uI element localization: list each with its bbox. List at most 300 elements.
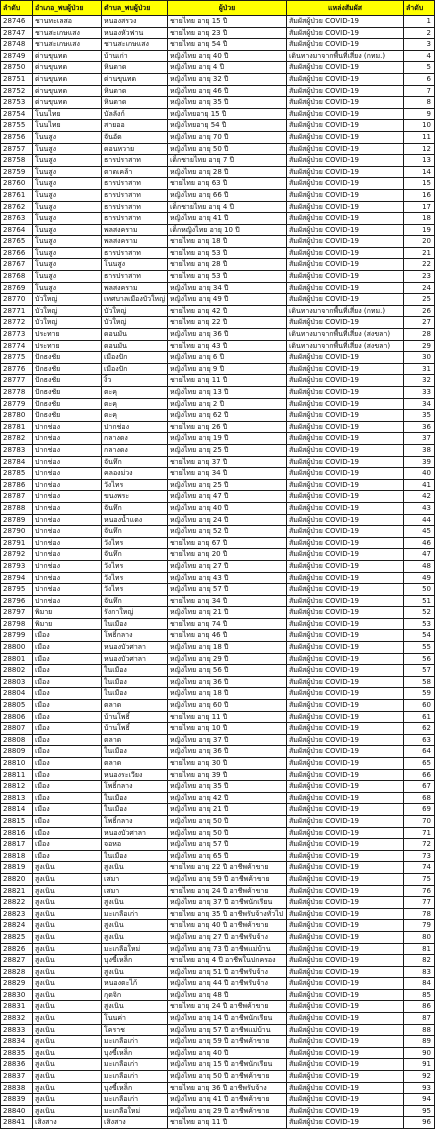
- cell-patient: ชายไทย อายุ 4 ปี อาชีพในปกครอง: [168, 955, 287, 967]
- cell-district: เมือง: [33, 711, 102, 723]
- cell-subdistrict: เสมา: [102, 873, 168, 885]
- cell-patient: หญิงไทย อายุ 48 ปี: [168, 989, 287, 1001]
- header-district: อำเภอ_พบผู้ป่วย: [33, 1, 102, 16]
- cell-subdistrict: ธารปราสาท: [102, 271, 168, 283]
- cell-source: สัมผัสผู้ป่วย COVID-19: [287, 665, 404, 677]
- cell-district: สูงเนิน: [33, 955, 102, 967]
- cell-district: ปากช่อง: [33, 421, 102, 433]
- cell-subdistrict: บ้านเก่า: [102, 50, 168, 62]
- table-row: [1, 1013, 435, 1025]
- cell-subdistrict: หนองน้ำแดง: [102, 514, 168, 526]
- cell-index: 56: [404, 653, 435, 665]
- cell-case-number: 28749: [1, 50, 33, 62]
- cell-source: สัมผัสผู้ป่วย COVID-19: [287, 410, 404, 422]
- cell-case-number: 28826: [1, 943, 33, 955]
- cell-subdistrict: จันทึก: [102, 595, 168, 607]
- cell-district: ชานสะเกษแสง: [33, 27, 102, 39]
- cell-source: สัมผัสผู้ป่วย COVID-19: [287, 85, 404, 97]
- cell-patient: ชายไทย อายุ 34 ปี: [168, 595, 287, 607]
- cell-source: สัมผัสผู้ป่วย COVID-19: [287, 734, 404, 746]
- cell-case-number: 28792: [1, 549, 33, 561]
- cell-index: 47: [404, 549, 435, 561]
- table-row: [1, 549, 435, 561]
- cell-source: สัมผัสผู้ป่วย COVID-19: [287, 873, 404, 885]
- cell-district: บัวใหญ่: [33, 317, 102, 329]
- cell-case-number: 28765: [1, 236, 33, 248]
- cell-source: สัมผัสผู้ป่วย COVID-19: [287, 1094, 404, 1106]
- cell-district: เมือง: [33, 781, 102, 793]
- cell-case-number: 28752: [1, 85, 33, 97]
- cell-subdistrict: รังกาใหญ่: [102, 607, 168, 619]
- table-row: [1, 294, 435, 306]
- cell-source: สัมผัสผู้ป่วย COVID-19: [287, 444, 404, 456]
- cell-subdistrict: ตะคุ: [102, 387, 168, 399]
- table-row: [1, 491, 435, 503]
- cell-subdistrict: สูงเนิน: [102, 897, 168, 909]
- cell-patient: หญิงไทย อายุ 36 ปี: [168, 676, 287, 688]
- cell-subdistrict: โนนสูง: [102, 259, 168, 271]
- cell-source: สัมผัสผู้ป่วย COVID-19: [287, 595, 404, 607]
- cell-case-number: 28778: [1, 387, 33, 399]
- cell-subdistrict: ตลาด: [102, 734, 168, 746]
- cell-district: ปากช่อง: [33, 479, 102, 491]
- cell-index: 60: [404, 700, 435, 712]
- cell-subdistrict: ในเมือง: [102, 804, 168, 816]
- cell-patient: หญิงไทย อายุ 66 ปี: [168, 189, 287, 201]
- cell-district: เมือง: [33, 723, 102, 735]
- cell-patient: ชายไทย อายุ 11 ปี: [168, 1117, 287, 1129]
- cell-district: เมือง: [33, 792, 102, 804]
- cell-source: สัมผัสผู้ป่วย COVID-19: [287, 885, 404, 897]
- table-row: [1, 317, 435, 329]
- cell-district: เสิงสาง: [33, 1117, 102, 1129]
- cell-subdistrict: เทศบาลเมืองบัวใหญ่: [102, 294, 168, 306]
- cell-patient: หญิงไทย อายุ 57 ปี: [168, 584, 287, 596]
- cell-source: สัมผัสผู้ป่วย COVID-19: [287, 1117, 404, 1129]
- cell-source: สัมผัสผู้ป่วย COVID-19: [287, 862, 404, 874]
- cell-source: สัมผัสผู้ป่วย COVID-19: [287, 62, 404, 74]
- cell-subdistrict: จันทึก: [102, 502, 168, 514]
- cell-index: 81: [404, 943, 435, 955]
- cell-index: 26: [404, 305, 435, 317]
- cell-source: สัมผัสผู้ป่วย COVID-19: [287, 978, 404, 990]
- cell-case-number: 28780: [1, 410, 33, 422]
- cell-index: 61: [404, 711, 435, 723]
- cell-patient: หญิงไทยอายุ 54 ปี: [168, 120, 287, 132]
- cell-subdistrict: มะเกลือใหม่: [102, 1105, 168, 1117]
- cell-district: ด่านขุนทด: [33, 50, 102, 62]
- table-row: [1, 734, 435, 746]
- cell-district: โนนสูง: [33, 224, 102, 236]
- cell-source: สัมผัสผู้ป่วย COVID-19: [287, 271, 404, 283]
- cell-index: 41: [404, 479, 435, 491]
- cell-district: สูงเนิน: [33, 989, 102, 1001]
- cell-subdistrict: ในเมือง: [102, 618, 168, 630]
- cell-index: 65: [404, 758, 435, 770]
- cell-subdistrict: สูงเนิน: [102, 931, 168, 943]
- cell-patient: ชายไทย อายุ 24 ปี อาชีพค้าขาย: [168, 1001, 287, 1013]
- cell-patient: ชายไทย อายุ 36 ปี อาชีพรับจ้าง: [168, 1082, 287, 1094]
- cell-source: สัมผัสผู้ป่วย COVID-19: [287, 839, 404, 851]
- cell-district: ปากช่อง: [33, 584, 102, 596]
- cell-index: 11: [404, 131, 435, 143]
- table-row: [1, 850, 435, 862]
- cell-district: เมือง: [33, 827, 102, 839]
- cell-case-number: 28788: [1, 502, 33, 514]
- cell-source: สัมผัสผู้ป่วย COVID-19: [287, 1024, 404, 1036]
- cell-case-number: 28756: [1, 131, 33, 143]
- table-row: [1, 363, 435, 375]
- cell-source: สัมผัสผู้ป่วย COVID-19: [287, 1082, 404, 1094]
- cell-patient: หญิงไทย อายุ 13 ปี: [168, 387, 287, 399]
- cell-case-number: 28750: [1, 62, 33, 74]
- cell-district: ด่านขุนทด: [33, 97, 102, 109]
- cell-subdistrict: สูงเนิน: [102, 920, 168, 932]
- cell-patient: ชายไทย อายุ 11 ปี: [168, 375, 287, 387]
- cell-subdistrict: ในเมือง: [102, 676, 168, 688]
- cell-subdistrict: มะเกลือเก่า: [102, 1059, 168, 1071]
- table-row: [1, 839, 435, 851]
- cell-source: สัมผัสผู้ป่วย COVID-19: [287, 375, 404, 387]
- cell-source: สัมผัสผู้ป่วย COVID-19: [287, 166, 404, 178]
- cell-patient: หญิงไทย อายุ 44 ปี อาชีพรับจ้าง: [168, 978, 287, 990]
- cell-index: 42: [404, 491, 435, 503]
- cell-subdistrict: มะเกลือเก่า: [102, 908, 168, 920]
- cell-index: 40: [404, 468, 435, 480]
- cell-patient: หญิงไทย อายุ 35 ปี: [168, 97, 287, 109]
- cell-index: 18: [404, 213, 435, 225]
- cell-subdistrict: หนองระเวียง: [102, 769, 168, 781]
- cell-patient: หญิงไทย อายุ 40 ปี: [168, 1047, 287, 1059]
- cell-district: ปักธงชัย: [33, 352, 102, 364]
- cell-index: 38: [404, 444, 435, 456]
- cell-patient: ชายไทย อายุ 53 ปี: [168, 271, 287, 283]
- header-subdistrict: ตำบล_พบผู้ป่วย: [102, 1, 168, 16]
- cell-patient: หญิงไทย อายุ 70 ปี: [168, 131, 287, 143]
- cell-case-number: 28777: [1, 375, 33, 387]
- cell-district: สูงเนิน: [33, 1024, 102, 1036]
- cell-source: สัมผัสผู้ป่วย COVID-19: [287, 537, 404, 549]
- cell-patient: หญิงไทย อายุ 29 ปี อาชีพค้าขาย: [168, 1105, 287, 1117]
- cell-district: สูงเนิน: [33, 1036, 102, 1048]
- cell-district: โนนสูง: [33, 131, 102, 143]
- table-row: [1, 700, 435, 712]
- cell-district: โนนสูง: [33, 247, 102, 259]
- cell-patient: หญิงไทย อายุ 49 ปี: [168, 294, 287, 306]
- cell-index: 14: [404, 166, 435, 178]
- cell-index: 20: [404, 236, 435, 248]
- cell-patient: หญิงไทย อายุ 65 ปี: [168, 850, 287, 862]
- table-row: [1, 39, 435, 51]
- cell-index: 2: [404, 27, 435, 39]
- cell-subdistrict: ปากช่อง: [102, 421, 168, 433]
- cell-subdistrict: ตะคุ: [102, 398, 168, 410]
- cell-patient: หญิงไทย อายุ 2 ปี: [168, 398, 287, 410]
- cell-index: 74: [404, 862, 435, 874]
- table-row: [1, 966, 435, 978]
- cell-case-number: 28757: [1, 143, 33, 155]
- cell-patient: หญิงไทย อายุ 28 ปี: [168, 166, 287, 178]
- cell-district: ด่านขุนทด: [33, 73, 102, 85]
- cell-case-number: 28837: [1, 1071, 33, 1083]
- cell-patient: หญิงไทย อายุ 41 ปี: [168, 213, 287, 225]
- cell-index: 46: [404, 537, 435, 549]
- cell-source: สัมผัสผู้ป่วย COVID-19: [287, 607, 404, 619]
- cell-district: สูงเนิน: [33, 908, 102, 920]
- cell-district: ประทาย: [33, 329, 102, 341]
- cell-district: สูงเนิน: [33, 943, 102, 955]
- cell-district: เมือง: [33, 815, 102, 827]
- cell-source: สัมผัสผู้ป่วย COVID-19: [287, 120, 404, 132]
- table-row: [1, 213, 435, 225]
- cell-subdistrict: สูงเนิน: [102, 1001, 168, 1013]
- cell-district: ปากช่อง: [33, 468, 102, 480]
- cell-source: สัมผัสผู้ป่วย COVID-19: [287, 897, 404, 909]
- cell-case-number: 28810: [1, 758, 33, 770]
- cell-index: 68: [404, 792, 435, 804]
- cell-source: สัมผัสผู้ป่วย COVID-19: [287, 398, 404, 410]
- cell-subdistrict: โพธิ์กลาง: [102, 630, 168, 642]
- cell-case-number: 28747: [1, 27, 33, 39]
- cell-source: สัมผัสผู้ป่วย COVID-19: [287, 236, 404, 248]
- table-row: [1, 387, 435, 399]
- cell-case-number: 28800: [1, 642, 33, 654]
- cell-patient: หญิงไทย อายุ 25 ปี: [168, 479, 287, 491]
- table-row: [1, 514, 435, 526]
- cell-subdistrict: จันอัด: [102, 131, 168, 143]
- cell-index: 90: [404, 1047, 435, 1059]
- cell-subdistrict: บุงขี้เหล็ก: [102, 955, 168, 967]
- cell-patient: ชายไทย อายุ 39 ปี: [168, 769, 287, 781]
- cell-subdistrict: โคราช: [102, 1024, 168, 1036]
- cell-subdistrict: ธารปราสาท: [102, 178, 168, 190]
- cell-patient: ชายไทย อายุ 54 ปี: [168, 39, 287, 51]
- cell-index: 28: [404, 329, 435, 341]
- cell-case-number: 28770: [1, 294, 33, 306]
- cell-subdistrict: ดอนหวาย: [102, 143, 168, 155]
- cell-subdistrict: เสมา: [102, 885, 168, 897]
- cell-case-number: 28802: [1, 665, 33, 677]
- table-row: [1, 410, 435, 422]
- cell-subdistrict: มะเกลือใหม่: [102, 943, 168, 955]
- cell-case-number: 28768: [1, 271, 33, 283]
- cell-district: พิมาย: [33, 607, 102, 619]
- cell-case-number: 28824: [1, 920, 33, 932]
- cell-patient: ชายไทย อายุ 26 ปี: [168, 421, 287, 433]
- cell-district: ปากช่อง: [33, 444, 102, 456]
- cell-district: โนนสูง: [33, 271, 102, 283]
- cell-patient: ชายไทย อายุ 15 ปี: [168, 16, 287, 28]
- cell-source: สัมผัสผู้ป่วย COVID-19: [287, 700, 404, 712]
- cell-case-number: 28820: [1, 873, 33, 885]
- cell-patient: หญิงไทย อายุ 73 ปี อาชีพแม่บ้าน: [168, 943, 287, 955]
- cell-patient: ชายไทย อายุ 28 ปี: [168, 259, 287, 271]
- cell-case-number: 28776: [1, 363, 33, 375]
- cell-source: สัมผัสผู้ป่วย COVID-19: [287, 711, 404, 723]
- cell-case-number: 28817: [1, 839, 33, 851]
- cell-patient: ชายไทย อายุ 74 ปี: [168, 618, 287, 630]
- cell-index: 27: [404, 317, 435, 329]
- cell-index: 77: [404, 897, 435, 909]
- table-row: [1, 282, 435, 294]
- cell-source: สัมผัสผู้ป่วย COVID-19: [287, 1071, 404, 1083]
- table-row: [1, 62, 435, 74]
- header-patient: ผู้ป่วย: [168, 1, 287, 16]
- table-row: [1, 978, 435, 990]
- cell-subdistrict: พลสงคราม: [102, 282, 168, 294]
- cell-index: 93: [404, 1082, 435, 1094]
- cell-patient: หญิงไทย อายุ 51 ปี อาชีพรับจ้าง: [168, 966, 287, 978]
- cell-patient: หญิงไทย อายุ 46 ปี: [168, 85, 287, 97]
- cell-district: ปากช่อง: [33, 526, 102, 538]
- cell-case-number: 28782: [1, 433, 33, 445]
- cell-patient: หญิงไทย อายุ 43 ปี: [168, 572, 287, 584]
- cell-subdistrict: ธารปราสาท: [102, 155, 168, 167]
- table-row: [1, 897, 435, 909]
- cell-case-number: 28753: [1, 97, 33, 109]
- cell-source: สัมผัสผู้ป่วย COVID-19: [287, 688, 404, 700]
- cell-case-number: 28835: [1, 1047, 33, 1059]
- cell-source: สัมผัสผู้ป่วย COVID-19: [287, 468, 404, 480]
- cell-source: สัมผัสผู้ป่วย COVID-19: [287, 526, 404, 538]
- cell-patient: หญิงไทย อายุ 9 ปี: [168, 363, 287, 375]
- cell-case-number: 28784: [1, 456, 33, 468]
- cell-subdistrict: จอหอ: [102, 839, 168, 851]
- cell-source: สัมผัสผู้ป่วย COVID-19: [287, 989, 404, 1001]
- cell-index: 87: [404, 1013, 435, 1025]
- cell-district: บัวใหญ่: [33, 294, 102, 306]
- cell-source: สัมผัสผู้ป่วย COVID-19: [287, 387, 404, 399]
- cell-source: สัมผัสผู้ป่วย COVID-19: [287, 213, 404, 225]
- cell-index: 64: [404, 746, 435, 758]
- cell-case-number: 28763: [1, 213, 33, 225]
- table-row: [1, 584, 435, 596]
- cell-source: สัมผัสผู้ป่วย COVID-19: [287, 317, 404, 329]
- cell-source: สัมผัสผู้ป่วย COVID-19: [287, 815, 404, 827]
- cell-index: 19: [404, 224, 435, 236]
- cell-subdistrict: หนองบัวศาลา: [102, 642, 168, 654]
- table-row: [1, 955, 435, 967]
- cell-source: สัมผัสผู้ป่วย COVID-19: [287, 189, 404, 201]
- table-row: [1, 166, 435, 178]
- cell-district: ปักธงชัย: [33, 375, 102, 387]
- cell-district: สูงเนิน: [33, 1047, 102, 1059]
- cell-index: 71: [404, 827, 435, 839]
- table-row: [1, 804, 435, 816]
- cell-case-number: 28827: [1, 955, 33, 967]
- cell-patient: หญิงไทย อายุ 35 ปี: [168, 781, 287, 793]
- cell-index: 12: [404, 143, 435, 155]
- cell-source: สัมผัสผู้ป่วย COVID-19: [287, 908, 404, 920]
- cell-subdistrict: กุดจิก: [102, 989, 168, 1001]
- cell-district: สูงเนิน: [33, 1013, 102, 1025]
- cell-index: 84: [404, 978, 435, 990]
- table-row: [1, 189, 435, 201]
- cell-district: ด่านขุนทด: [33, 85, 102, 97]
- cell-index: 45: [404, 526, 435, 538]
- cell-patient: หญิงไทย อายุ 57 ปี อาชีพแม่บ้าน: [168, 1024, 287, 1036]
- cell-index: 69: [404, 804, 435, 816]
- cell-index: 82: [404, 955, 435, 967]
- cell-index: 72: [404, 839, 435, 851]
- table-row: [1, 155, 435, 167]
- cell-source: สัมผัสผู้ป่วย COVID-19: [287, 746, 404, 758]
- cell-district: โนนสูง: [33, 166, 102, 178]
- cell-patient: ชายไทย อายุ 11 ปี: [168, 711, 287, 723]
- cell-patient: หญิงไทย อายุ 21 ปี: [168, 607, 287, 619]
- cell-source: สัมผัสผู้ป่วย COVID-19: [287, 421, 404, 433]
- cell-case-number: 28789: [1, 514, 33, 526]
- cell-district: ปากช่อง: [33, 595, 102, 607]
- cell-index: 25: [404, 294, 435, 306]
- cell-district: บัวใหญ่: [33, 305, 102, 317]
- cell-case-number: 28815: [1, 815, 33, 827]
- table-row: [1, 572, 435, 584]
- cell-district: เมือง: [33, 642, 102, 654]
- cell-index: 22: [404, 259, 435, 271]
- cell-source: สัมผัสผู้ป่วย COVID-19: [287, 143, 404, 155]
- cell-source: สัมผัสผู้ป่วย COVID-19: [287, 502, 404, 514]
- table-row: [1, 792, 435, 804]
- table-row: [1, 815, 435, 827]
- cell-source: สัมผัสผู้ป่วย COVID-19: [287, 931, 404, 943]
- cell-district: เมือง: [33, 676, 102, 688]
- cell-index: 49: [404, 572, 435, 584]
- cell-index: 43: [404, 502, 435, 514]
- table-row: [1, 120, 435, 132]
- cell-source: สัมผัสผู้ป่วย COVID-19: [287, 572, 404, 584]
- cell-index: 36: [404, 421, 435, 433]
- cell-district: สูงเนิน: [33, 1059, 102, 1071]
- cell-source: เดินทางมาจากพื้นที่เสี่ยง (สงขลา): [287, 329, 404, 341]
- table-row: [1, 340, 435, 352]
- cell-case-number: 28754: [1, 108, 33, 120]
- cell-subdistrict: ด่านขุนทด: [102, 73, 168, 85]
- cell-index: 92: [404, 1071, 435, 1083]
- cell-subdistrict: วังไทร: [102, 537, 168, 549]
- cell-patient: หญิงไทย อายุ 14 ปี อาชีพนักเรียน: [168, 1013, 287, 1025]
- cell-subdistrict: เมืองปัก: [102, 352, 168, 364]
- cell-subdistrict: ตาดเคล้า: [102, 166, 168, 178]
- cell-source: สัมผัสผู้ป่วย COVID-19: [287, 955, 404, 967]
- cell-index: 57: [404, 665, 435, 677]
- cell-patient: หญิงไทย อายุ 59 ปี อาชีพค้าขาย: [168, 873, 287, 885]
- cell-subdistrict: ธารปราสาท: [102, 213, 168, 225]
- cell-case-number: 28831: [1, 1001, 33, 1013]
- cell-case-number: 28797: [1, 607, 33, 619]
- cell-index: 78: [404, 908, 435, 920]
- cell-case-number: 28821: [1, 885, 33, 897]
- cell-source: สัมผัสผู้ป่วย COVID-19: [287, 282, 404, 294]
- cell-case-number: 28836: [1, 1059, 33, 1071]
- cell-district: เมือง: [33, 665, 102, 677]
- table-row: [1, 259, 435, 271]
- table-row: [1, 178, 435, 190]
- cell-district: โนนสูง: [33, 189, 102, 201]
- cell-case-number: 28816: [1, 827, 33, 839]
- cell-district: สูงเนิน: [33, 1105, 102, 1117]
- cell-subdistrict: วังไทร: [102, 560, 168, 572]
- cell-case-number: 28823: [1, 908, 33, 920]
- cell-case-number: 28774: [1, 340, 33, 352]
- cell-source: สัมผัสผู้ป่วย COVID-19: [287, 1013, 404, 1025]
- cell-source: สัมผัสผู้ป่วย COVID-19: [287, 491, 404, 503]
- cell-subdistrict: หินดาด: [102, 97, 168, 109]
- cell-index: 62: [404, 723, 435, 735]
- cell-subdistrict: กลางดง: [102, 444, 168, 456]
- cell-source: สัมผัสผู้ป่วย COVID-19: [287, 514, 404, 526]
- table-row: [1, 502, 435, 514]
